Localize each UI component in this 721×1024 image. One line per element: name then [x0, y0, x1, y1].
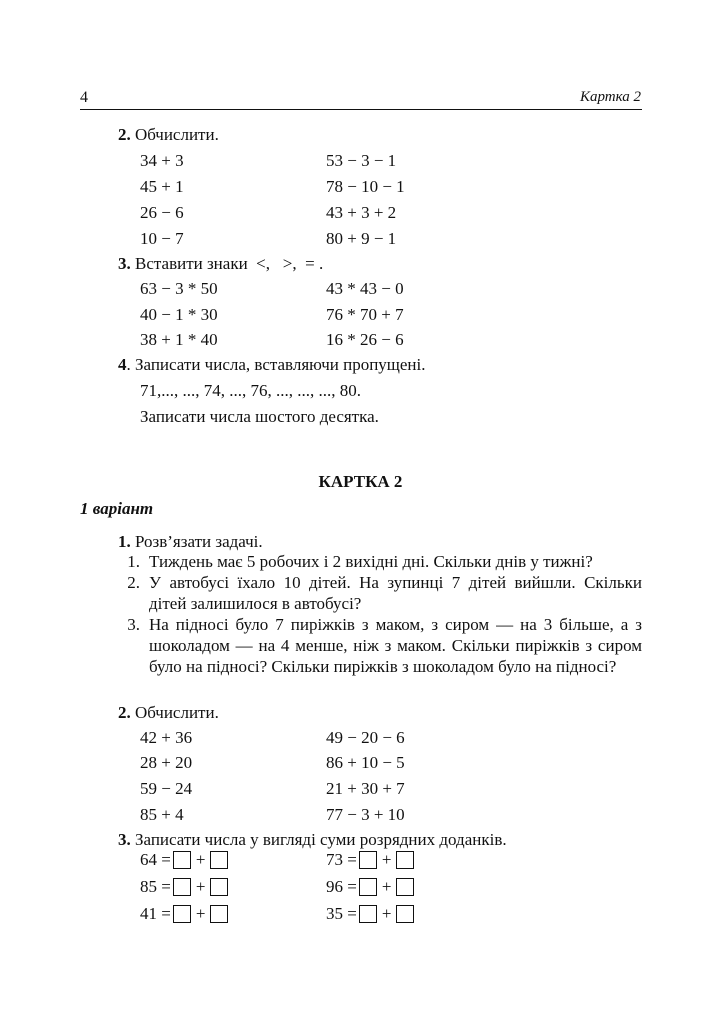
expression: 42 + 36	[140, 728, 193, 747]
place-value-row	[140, 850, 230, 870]
card-task-3-heading	[118, 831, 507, 848]
place-value-row	[140, 904, 230, 924]
task-title: Обчислити.	[135, 703, 219, 722]
comparison: 16 * 26 − 6	[326, 330, 404, 349]
place-value-row	[140, 877, 230, 897]
plus-sign: +	[195, 904, 206, 923]
expression: 85 + 4	[140, 805, 184, 824]
expression: 10 − 7	[140, 229, 184, 248]
comparison: 43 * 43 − 0	[326, 279, 404, 298]
number-label: 64 =	[140, 850, 171, 869]
answer-box[interactable]	[210, 878, 228, 896]
plus-sign: +	[381, 850, 392, 869]
number-label: 85 =	[140, 877, 171, 896]
task-number: 3.	[118, 830, 131, 849]
problem-text: На підносі було 7 пиріжків з маком, з сиром — на 3 більше, а з шоколадом — на 4 менше, ніж з маком. Скільки пиріжків з сиром було на підносі? Скільки пиріжків з шоколадом було на підносі?	[149, 615, 642, 676]
answer-box[interactable]	[210, 851, 228, 869]
task-text: Записати числа шостого десятка.	[140, 407, 379, 426]
number-label: 96 =	[326, 877, 357, 896]
comparison: 63 − 3 * 50	[140, 279, 218, 298]
answer-box[interactable]	[173, 851, 191, 869]
plus-sign: +	[195, 850, 206, 869]
answer-box[interactable]	[396, 905, 414, 923]
answer-box[interactable]	[396, 878, 414, 896]
answer-box[interactable]	[210, 905, 228, 923]
problem-number: 2.	[127, 573, 140, 592]
plus-sign: +	[195, 877, 206, 896]
problem-text: У автобусі їхало 10 дітей. На зупинці 7 дітей вийшли. Скільки дітей залишилося в автобусі?	[149, 573, 642, 613]
place-value-row	[326, 877, 416, 897]
expression: 77 − 3 + 10	[326, 805, 405, 824]
expression: 34 + 3	[140, 151, 184, 170]
expression: 26 − 6	[140, 203, 184, 222]
plus-sign: +	[381, 904, 392, 923]
task-4-heading	[118, 356, 426, 373]
task-number: 3.	[118, 254, 131, 273]
expression: 59 − 24	[140, 779, 193, 798]
card-task-2-heading	[118, 704, 219, 721]
task-number: 2.	[118, 125, 131, 144]
problem-text: Тиждень має 5 робочих і 2 вихідні дні. Скільки днів у тижні?	[149, 552, 593, 571]
word-problem	[118, 572, 642, 614]
task-title: . Записати числа, вставляючи пропущені.	[126, 355, 426, 374]
expression: 49 − 20 − 6	[326, 728, 405, 747]
expression: 86 + 10 − 5	[326, 753, 405, 772]
task-2-heading	[118, 126, 219, 143]
place-value-row	[326, 850, 416, 870]
word-problem	[118, 614, 642, 677]
card-title: КАРТКА 2	[318, 472, 403, 491]
expression: 80 + 9 − 1	[326, 229, 397, 248]
expression: 45 + 1	[140, 177, 184, 196]
card-task-1-heading	[118, 533, 263, 550]
comparison: 38 + 1 * 40	[140, 330, 218, 349]
place-value-row	[326, 904, 416, 924]
answer-box[interactable]	[359, 851, 377, 869]
expression: 53 − 3 − 1	[326, 151, 397, 170]
page-number: 4	[80, 89, 88, 106]
task-number: 2.	[118, 703, 131, 722]
answer-box[interactable]	[396, 851, 414, 869]
comparison: 76 * 70 + 7	[326, 305, 404, 324]
task-3-heading	[118, 255, 323, 272]
number-label: 35 =	[326, 904, 357, 923]
word-problem	[118, 551, 642, 572]
number-sequence: 71,..., ..., 74, ..., 76, ..., ..., ..., 80.	[140, 381, 361, 400]
expression: 78 − 10 − 1	[326, 177, 405, 196]
comparison: 40 − 1 * 30	[140, 305, 218, 324]
answer-box[interactable]	[359, 905, 377, 923]
running-title: Картка 2	[580, 89, 641, 105]
variant-heading: 1 варіант	[80, 499, 154, 518]
answer-box[interactable]	[173, 905, 191, 923]
task-title: Обчислити.	[135, 125, 219, 144]
task-title: Записати числа у вигляді суми розрядних доданків.	[135, 830, 507, 849]
problem-number: 1.	[127, 552, 140, 571]
header-rule	[80, 109, 642, 110]
problem-number: 3.	[127, 615, 140, 634]
number-label: 73 =	[326, 850, 357, 869]
task-title: Розв’язати задачі.	[135, 532, 263, 551]
expression: 43 + 3 + 2	[326, 203, 397, 222]
task-number: 4	[118, 355, 127, 374]
plus-sign: +	[381, 877, 392, 896]
expression: 21 + 30 + 7	[326, 779, 405, 798]
task-number: 1.	[118, 532, 131, 551]
answer-box[interactable]	[173, 878, 191, 896]
task-title: Вставити знаки <, >, = .	[135, 254, 324, 273]
expression: 28 + 20	[140, 753, 193, 772]
answer-box[interactable]	[359, 878, 377, 896]
number-label: 41 =	[140, 904, 171, 923]
